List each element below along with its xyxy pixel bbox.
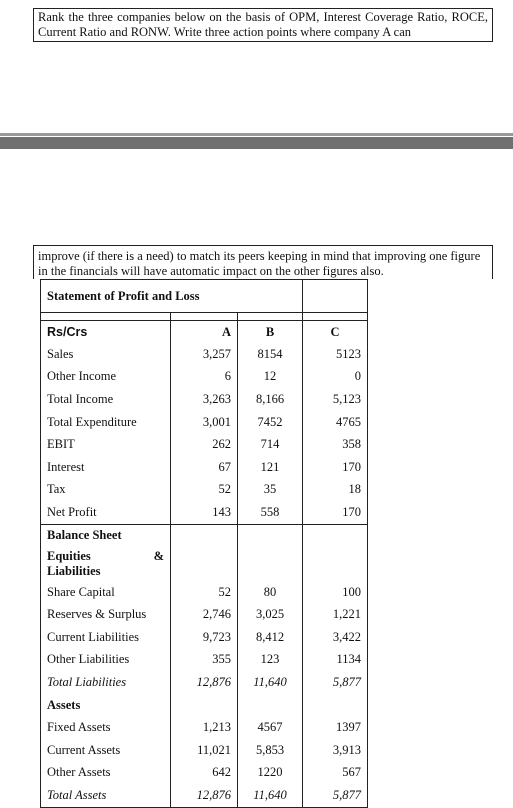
liability-item-a: 9,723 <box>171 626 238 649</box>
question-text-top: Rank the three companies below on the basis of OPM, Interest Coverage Ratio, ROCE, Current Ratio and RONW. Write three action points where company A can <box>33 8 493 42</box>
pl-item-row <box>41 456 368 479</box>
asset-item-label: Other Assets <box>41 762 171 785</box>
total-liabilities-b: 11,640 <box>238 671 303 694</box>
asset-item-b: 4567 <box>238 716 303 739</box>
liability-item-a: 355 <box>171 649 238 672</box>
pl-item-a: 3,263 <box>171 388 238 411</box>
asset-item-a: 11,021 <box>171 739 238 762</box>
pl-item-c: 4765 <box>303 411 368 434</box>
pl-item-b: 7452 <box>238 411 303 434</box>
liability-item-row <box>41 626 368 649</box>
pl-item-c: 5,123 <box>303 388 368 411</box>
ampersand: & <box>153 548 164 563</box>
pl-item-row <box>41 343 368 366</box>
column-header-row <box>41 321 368 344</box>
pl-item-a: 3,257 <box>171 343 238 366</box>
asset-item-c: 3,913 <box>303 739 368 762</box>
asset-item-c: 567 <box>303 762 368 785</box>
pl-item-b: 35 <box>238 479 303 502</box>
pl-item-row <box>41 411 368 434</box>
liability-item-row <box>41 581 368 604</box>
pl-item-c: 0 <box>303 366 368 389</box>
pl-item-a: 52 <box>171 479 238 502</box>
liability-item-c: 1,221 <box>303 603 368 626</box>
pl-item-b: 12 <box>238 366 303 389</box>
total-assets-b: 11,640 <box>238 784 303 807</box>
asset-item-c: 1397 <box>303 716 368 739</box>
liability-item-b: 3,025 <box>238 603 303 626</box>
page-divider-light <box>0 133 513 136</box>
table-title-empty-cell <box>303 280 368 313</box>
pl-item-c: 170 <box>303 501 368 524</box>
total-assets-row <box>41 784 368 807</box>
asset-item-label: Current Assets <box>41 739 171 762</box>
pl-item-label: Interest <box>41 456 171 479</box>
table-title-row <box>41 280 368 313</box>
pl-item-label: Sales <box>41 343 171 366</box>
asset-item-label: Fixed Assets <box>41 716 171 739</box>
asset-item-a: 1,213 <box>171 716 238 739</box>
asset-item-row <box>41 739 368 762</box>
asset-item-row <box>41 762 368 785</box>
asset-item-row <box>41 716 368 739</box>
equities-liabilities-row <box>41 547 368 581</box>
pl-item-a: 143 <box>171 501 238 524</box>
col-header-b: B <box>238 321 303 344</box>
liability-item-b: 80 <box>238 581 303 604</box>
pl-item-c: 5123 <box>303 343 368 366</box>
pl-item-label: Total Expenditure <box>41 411 171 434</box>
pl-item-b: 714 <box>238 433 303 456</box>
liability-item-b: 8,412 <box>238 626 303 649</box>
col-header-a: A <box>171 321 238 344</box>
pl-item-a: 67 <box>171 456 238 479</box>
spacer-row <box>41 313 368 321</box>
pl-item-label: Tax <box>41 479 171 502</box>
pl-item-b: 121 <box>238 456 303 479</box>
pl-item-b: 8,166 <box>238 388 303 411</box>
liability-item-label: Reserves & Surplus <box>41 603 171 626</box>
pl-item-row <box>41 366 368 389</box>
total-assets-a: 12,876 <box>171 784 238 807</box>
liability-item-label: Share Capital <box>41 581 171 604</box>
balance-sheet-row <box>41 524 368 547</box>
liabilities-label: Liabilities <box>47 563 101 578</box>
liability-item-label: Other Liabilities <box>41 649 171 672</box>
asset-item-b: 1220 <box>238 762 303 785</box>
asset-item-a: 642 <box>171 762 238 785</box>
pl-item-label: Net Profit <box>41 501 171 524</box>
pl-item-b: 558 <box>238 501 303 524</box>
total-liabilities-label: Total Liabilities <box>41 671 171 694</box>
pl-item-c: 170 <box>303 456 368 479</box>
pl-item-row <box>41 388 368 411</box>
liability-item-label: Current Liabilities <box>41 626 171 649</box>
pl-item-label: EBIT <box>41 433 171 456</box>
liability-item-row <box>41 649 368 672</box>
question-text-continued: improve (if there is a need) to match its peers keeping in mind that improving one figure in the financials will have automatic impact on the other figures also. <box>33 245 493 279</box>
liability-item-c: 100 <box>303 581 368 604</box>
pl-item-label: Total Income <box>41 388 171 411</box>
pl-item-a: 3,001 <box>171 411 238 434</box>
equities-liabilities-label <box>41 547 171 581</box>
pl-item-row <box>41 479 368 502</box>
pl-item-a: 6 <box>171 366 238 389</box>
pl-item-c: 18 <box>303 479 368 502</box>
liability-item-b: 123 <box>238 649 303 672</box>
unit-label: Rs/Crs <box>41 321 171 344</box>
assets-header-row <box>41 694 368 717</box>
equities-label: Equities <box>47 548 91 563</box>
total-liabilities-row <box>41 671 368 694</box>
asset-item-b: 5,853 <box>238 739 303 762</box>
total-liabilities-c: 5,877 <box>303 671 368 694</box>
pl-item-c: 358 <box>303 433 368 456</box>
balance-sheet-label: Balance Sheet <box>41 524 171 547</box>
pl-item-row <box>41 501 368 524</box>
pl-item-a: 262 <box>171 433 238 456</box>
total-liabilities-a: 12,876 <box>171 671 238 694</box>
page-divider <box>0 137 513 149</box>
liability-item-a: 2,746 <box>171 603 238 626</box>
total-assets-label: Total Assets <box>41 784 171 807</box>
liability-item-a: 52 <box>171 581 238 604</box>
liability-item-c: 3,422 <box>303 626 368 649</box>
col-header-c: C <box>303 321 368 344</box>
pl-item-b: 8154 <box>238 343 303 366</box>
pl-item-row <box>41 433 368 456</box>
liability-item-c: 1134 <box>303 649 368 672</box>
table-title: Statement of Profit and Loss <box>41 280 303 313</box>
total-assets-c: 5,877 <box>303 784 368 807</box>
assets-label: Assets <box>41 694 171 717</box>
pl-item-label: Other Income <box>41 366 171 389</box>
financial-table <box>40 279 368 808</box>
liability-item-row <box>41 603 368 626</box>
